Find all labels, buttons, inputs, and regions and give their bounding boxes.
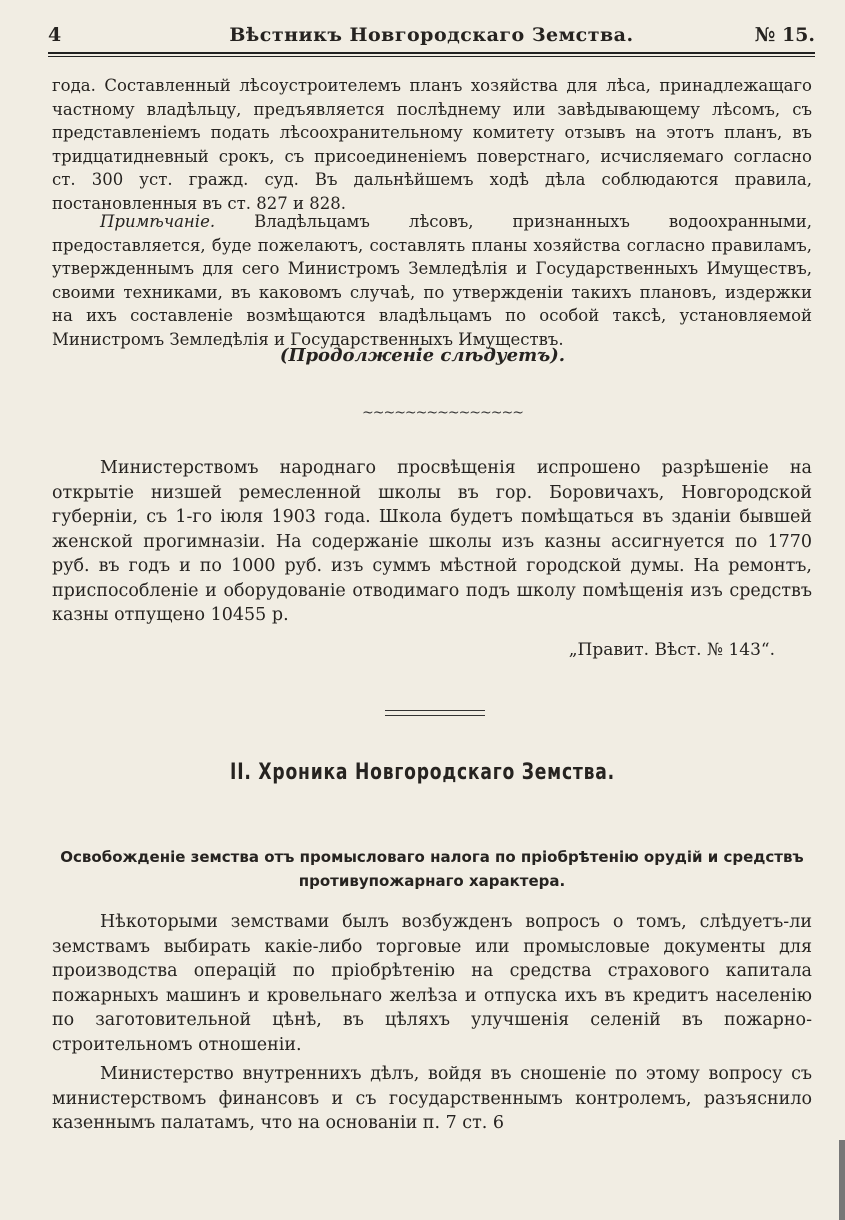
- paragraph-text: года. Составленный лѣсоустроителемъ планъ хозяйства для лѣса, принадлежащаго частному владѣльцу, предъявляется послѣднему или завѣдывающему лѣсомъ, съ представленіемъ подать лѣсоохранительному комитету отзывъ на этотъ планъ, въ тридцатидневный срокъ, съ присоединеніемъ поверстнаго, исчисляемаго согласно ст. 300 уст. гражд. суд. Въ дальнѣйшемъ ходѣ дѣла соблюдаются правила, постановленныя въ ст. 827 и 828.: [52, 76, 812, 213]
- header-rule: [48, 52, 815, 54]
- paragraph-text: Министерство внутреннихъ дѣлъ, войдя въ сношеніе по этому вопросу съ министерствомъ финансовъ и съ государственнымъ контролемъ, разъяснило казеннымъ палатамъ, что на основаніи п. 7 ст. 6: [52, 1064, 812, 1133]
- wavy-divider: ~~~~~~~~~~~~~~~: [362, 405, 523, 421]
- article-paragraph: [52, 910, 812, 1057]
- running-title: Вѣстникъ Новгородскаго Земства.: [229, 24, 634, 46]
- continuation-note: (Продолженіе слѣдуетъ).: [279, 345, 566, 366]
- school-news-paragraph: [52, 456, 812, 628]
- section-divider: [385, 710, 485, 716]
- page-edge-shadow: [839, 1140, 845, 1220]
- header-rule-thin: [48, 56, 815, 57]
- issue-number: № 15.: [754, 24, 815, 46]
- source-citation: „Правит. Вѣст. № 143“.: [568, 640, 775, 660]
- paragraph-text: Нѣкоторыми земствами былъ возбужденъ вопросъ о томъ, слѣдуетъ-ли земствамъ выбирать какіе-либо торговые или промысловые документы для производства операцій по пріобрѣтенію на средства страхового капитала пожарныхъ машинъ и кровельнаго желѣза и отпуска ихъ въ кредитъ населенію по заготовительной цѣнѣ, въ цѣляхъ улучшенія селеній въ пожарно-строительномъ отношеніи.: [52, 912, 812, 1055]
- paragraph-text: Министерствомъ народнаго просвѣщенія испрошено разрѣшеніе на открытіе низшей ремесленной школы въ гор. Боровичахъ, Новгородской губерніи, съ 1-го іюля 1903 года. Школа будетъ помѣщаться въ зданіи бывшей женской прогимназіи. На содержаніе школы изъ казны ассигнуется по 1770 руб. въ годъ и по 1000 руб. изъ суммъ мѣстной городской думы. На ремонтъ, приспособленіе и оборудованіе отводимаго подъ школу помѣщенія изъ средствъ казны отпущено 10455 р.: [52, 458, 812, 625]
- section-title: II. Хроника Новгородскаго Земства.: [230, 760, 615, 785]
- page-header: [48, 22, 815, 52]
- note-text: Владѣльцамъ лѣсовъ, признанныхъ водоохранными, предоставляется, буде пожелаютъ, составлять планы хозяйства согласно правиламъ, утвержденнымъ для сего Министромъ Земледѣлія и Государственныхъ Имуществъ, своими техниками, въ каковомъ случаѣ, по утвержденіи такихъ плановъ, издержки на ихъ составленіе возмѣщаются владѣльцамъ по особой таксѣ, установляемой Министромъ Земледѣлія и Государственныхъ Имуществъ.: [52, 212, 812, 349]
- page-number: 4: [48, 24, 62, 46]
- paragraph-continued: [52, 74, 812, 215]
- article-paragraph: [52, 1062, 812, 1136]
- note-label: Примѣчаніе.: [100, 212, 216, 231]
- article-subheading: Освобожденіе земства отъ промысловаго налога по пріобрѣтенію орудій и средствъ противупожарнаго характера.: [60, 848, 804, 890]
- note-paragraph: [52, 210, 812, 351]
